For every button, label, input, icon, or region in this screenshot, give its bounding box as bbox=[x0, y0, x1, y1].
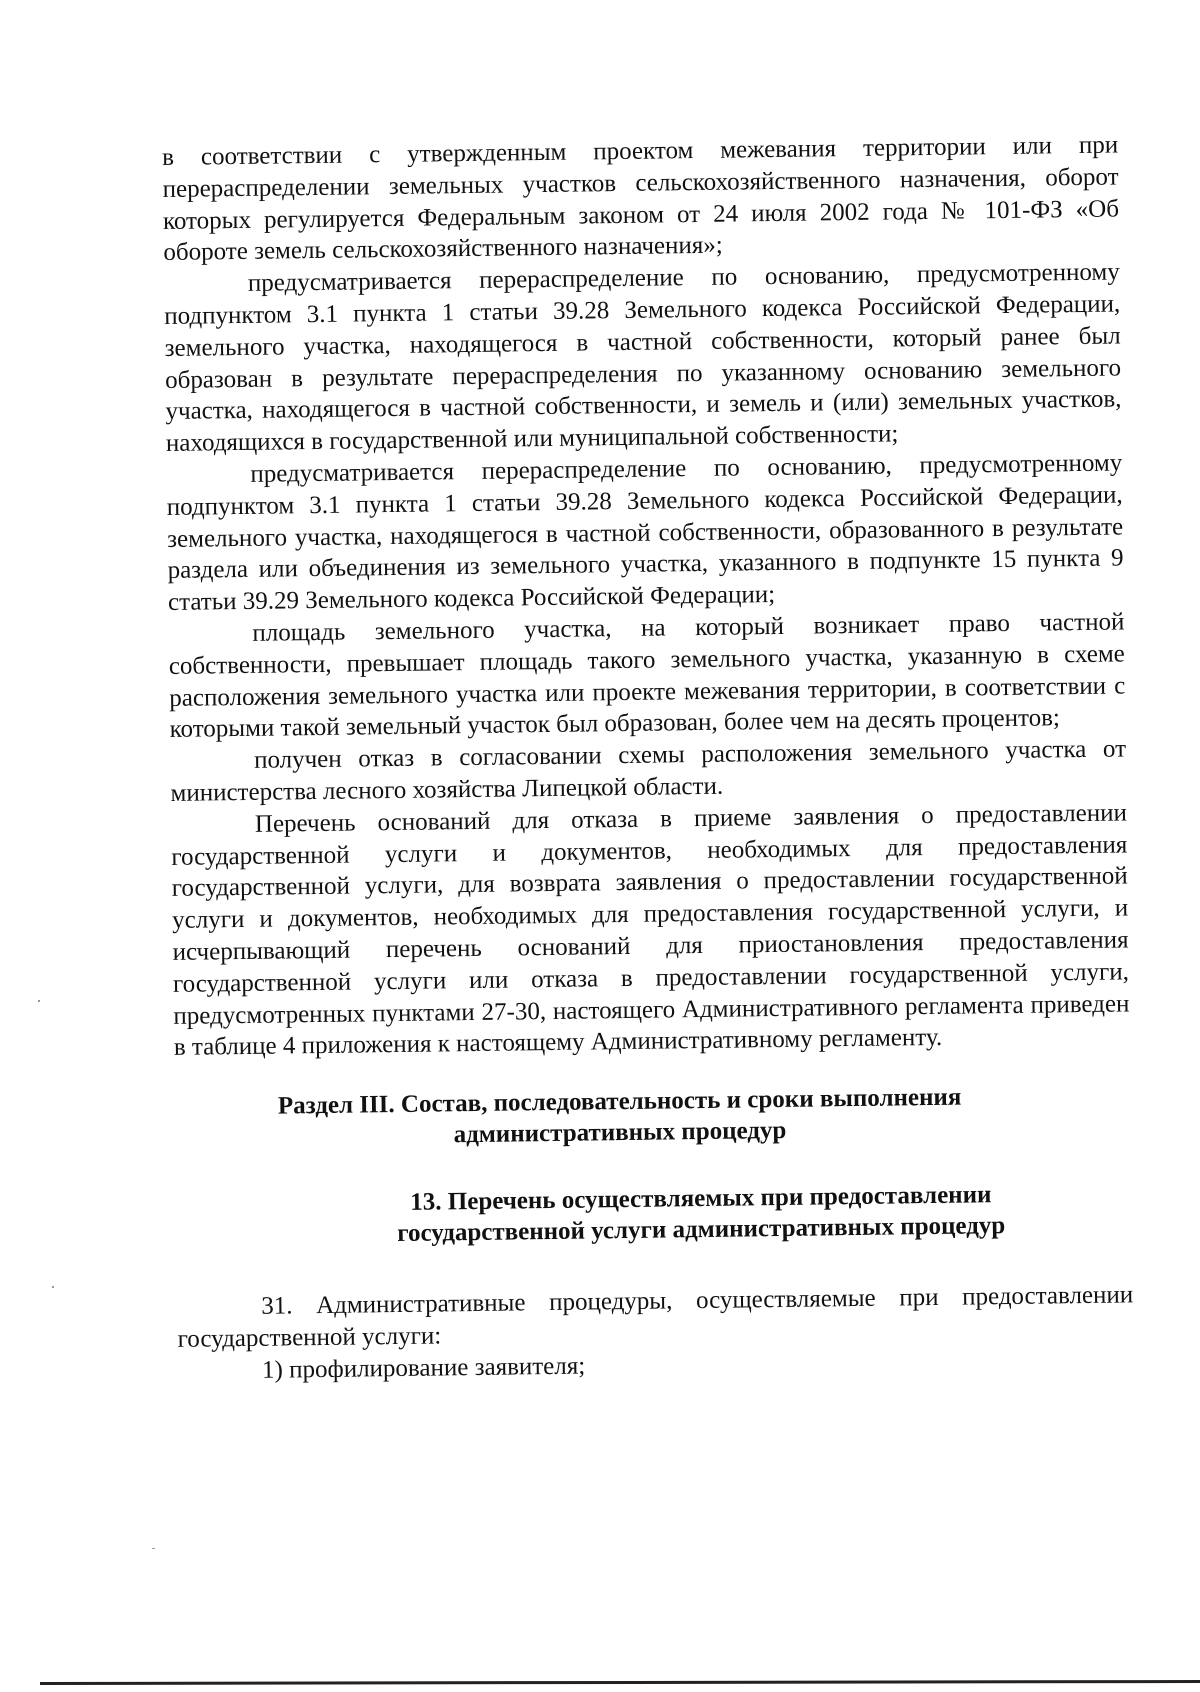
page-content bbox=[162, 129, 1134, 1387]
scan-speck bbox=[152, 1548, 155, 1549]
scan-speck bbox=[38, 1000, 40, 1002]
bottom-scan-edge-line bbox=[40, 1680, 1200, 1685]
paragraph-grounds-list: Перечень оснований для отказа в приеме заявления о предоставлении государственной услуги и документов, необходимых для предоставления государственной услуги, для возврата заявления о предоставлении государственной услуги и документов, необходимых для предоставления государственной услуги, и исчерпывающий перечень оснований для приостановления предоставления государственной услуги или отказа в предоставлении государственной услуги, предусмотренных пунктами 27-30, настоящего Административного регламента приведен в таблице 4 приложения к настоящему Административному регламенту. bbox=[171, 799, 1130, 1062]
paragraph-area-excess: площадь земельного участка, на который возникает право частной собственности, превышает площадь такого земельного участка, указанную в схеме расположения земельного участка или проекте межевания территории, в соответствии с которыми такой земельный участок был образован, более чем на десять процентов; bbox=[168, 608, 1126, 744]
subsection-heading-line-2: государственной услуги административных процедур bbox=[397, 1212, 1006, 1248]
paragraph-redistribution-2: предусматривается перераспределение по основанию, предусмотренному подпунктом 3.1 пункта 1 статьи 39.28 Земельного кодекса Российской Федерации, земельного участка, находящегося в частной собственности, образованного в результате раздела или объединения из земельного участка, указанного в подпункте 15 пункта 9 статьи 39.29 Земельного кодекса Российской Федерации; bbox=[166, 449, 1124, 617]
section-heading-line-1: Раздел III. Состав, последовательность и сроки выполнения bbox=[277, 1083, 962, 1120]
paragraph-redistribution-1: предусматривается перераспределение по основанию, предусмотренному подпунктом 3.1 пункта 1 статьи 39.28 Земельного кодекса Российской Федерации, земельного участка, находящегося в частной собственности, который ранее был образован в результате перераспределения по указанному основанию земельного участка, находящегося в частной собственности, и земель и (или) земельных участков, находящихся в государственной или муниципальной собственности; bbox=[164, 258, 1122, 458]
subsection-heading-line-1: 13. Перечень осуществляемых при предоставлении bbox=[410, 1181, 992, 1216]
scan-speck bbox=[52, 1286, 54, 1288]
subsection-heading bbox=[271, 1178, 1132, 1251]
paragraph-item-31: 31. Административные процедуры, осуществляемые при предоставлении государственной услуги: bbox=[177, 1281, 1134, 1353]
paragraph-forestry-refusal: получен отказ в согласовании схемы расположения земельного участка от министерства лесного хозяйства Липецкой области. bbox=[170, 735, 1127, 807]
list-item-profiling: 1) профилирование заявителя; bbox=[261, 1352, 586, 1384]
section-heading bbox=[174, 1080, 1065, 1154]
paragraph-continuation: в соответствии с утвержденным проектом межевания территории или при перераспределении земельных участков сельскохозяйственного назначения, оборот которых регулируется Федеральным законом от 24 июля 2002 года № 101-ФЗ «Об обороте земель сельскохозяйственного назначения»; bbox=[162, 131, 1120, 267]
section-heading-line-2: административных процедур bbox=[453, 1117, 787, 1149]
